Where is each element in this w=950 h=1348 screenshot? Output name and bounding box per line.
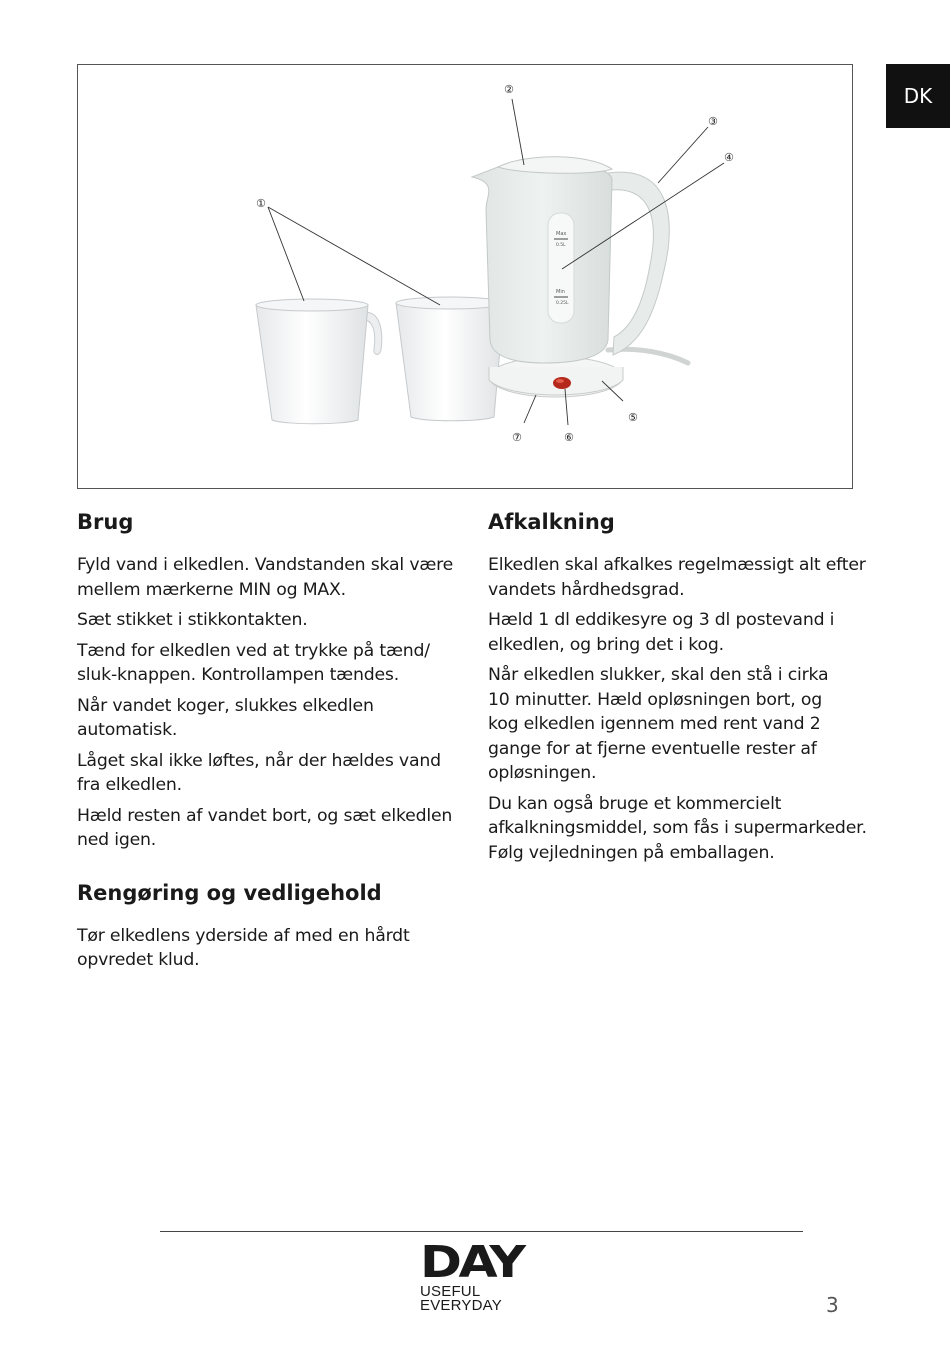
callout-4: ④ — [724, 151, 734, 164]
paragraph-line: opvredet klud. — [77, 950, 200, 970]
paragraph-line: Når elkedlen slukker, skal den stå i cirka — [488, 665, 829, 685]
paragraph — [77, 553, 457, 602]
paragraph-line: afkalkningsmiddel, som fås i supermarkeder. — [488, 818, 867, 838]
callout-6: ⑥ — [564, 431, 574, 444]
paragraph — [77, 924, 457, 973]
paragraph — [77, 694, 457, 743]
product-illustration — [77, 64, 853, 489]
logo-tagline-useful: USEFUL — [420, 1283, 481, 1300]
rengoring-paragraphs — [77, 924, 457, 973]
max-mark: Max — [556, 231, 567, 237]
paragraph-line: Følg vejledningen på emballagen. — [488, 842, 775, 863]
paragraph-line: kog elkedlen igennem med rent vand 2 — [488, 714, 821, 734]
cup-left — [256, 299, 382, 424]
left-column — [77, 506, 457, 973]
paragraph-line: Hæld 1 dl eddikesyre og 3 dl postevand i — [488, 610, 835, 630]
language-tab: DK — [886, 64, 950, 128]
paragraph-line: 10 minutter. Hæld opløsningen bort, og — [488, 689, 822, 710]
paragraph-line: ned igen. — [77, 830, 157, 850]
paragraph-line: Tør elkedlens yderside af med en hårdt — [77, 925, 410, 946]
kettle-and-cups-drawing — [78, 65, 854, 490]
paragraph-line: fra elkedlen. — [77, 775, 182, 795]
paragraph-line: opløsningen. — [488, 763, 597, 783]
min-mark: Min — [556, 289, 565, 295]
paragraph-line: Hæld resten af vandet bort, og sæt elkedlen — [77, 805, 453, 826]
paragraph — [77, 639, 457, 688]
heading-brug: Brug — [77, 510, 134, 534]
paragraph — [77, 608, 457, 633]
logo-tagline-everyday: EVERYDAY — [420, 1297, 502, 1314]
paragraph-line: Elkedlen skal afkalkes regelmæssigt alt efter — [488, 555, 866, 575]
brug-paragraphs — [77, 553, 457, 853]
callout-2: ② — [504, 83, 514, 96]
paragraph-line: Når vandet koger, slukkes elkedlen — [77, 695, 374, 716]
min-volume-mark: 0.25L — [556, 301, 569, 306]
paragraph-line: sluk-knappen. Kontrollampen tændes. — [77, 665, 400, 685]
callout-1: ① — [256, 197, 266, 210]
paragraph — [488, 792, 868, 866]
paragraph-line: gange for at fjerne eventuelle rester af — [488, 738, 817, 759]
paragraph-line: automatisk. — [77, 720, 178, 740]
callout-7: ⑦ — [512, 431, 522, 444]
paragraph-line: Låget skal ikke løftes, når der hældes vand — [77, 750, 441, 771]
paragraph — [488, 608, 868, 657]
logo-wordmark: DAY — [420, 1237, 523, 1288]
paragraph — [77, 804, 457, 853]
paragraph-line: Tænd for elkedlen ved at trykke på tænd/ — [77, 640, 430, 661]
heading-afkalkning: Afkalkning — [488, 510, 615, 534]
paragraph-line: Fyld vand i elkedlen. Vandstanden skal være — [77, 555, 454, 575]
paragraph — [488, 553, 868, 602]
footer-divider — [160, 1231, 803, 1232]
afkalkning-paragraphs — [488, 553, 868, 865]
paragraph-line: mellem mærkerne MIN og MAX. — [77, 579, 346, 600]
paragraph-line: vandets hårdhedsgrad. — [488, 579, 685, 600]
paragraph-line: elkedlen, og bring det i kog. — [488, 634, 724, 655]
kettle — [472, 157, 688, 397]
heading-rengoring: Rengøring og vedligehold — [77, 880, 382, 905]
callout-5: ⑤ — [628, 411, 638, 424]
paragraph — [77, 749, 457, 798]
day-logo — [420, 1237, 532, 1315]
paragraph-line: Du kan også bruge et kommercielt — [488, 793, 782, 814]
callout-3: ③ — [708, 115, 718, 128]
paragraph-line: Sæt stikket i stikkontakten. — [77, 610, 308, 630]
paragraph — [488, 663, 868, 786]
max-volume-mark: 0.5L — [556, 243, 566, 248]
page-number: 3 — [826, 1293, 839, 1317]
right-column — [488, 506, 868, 865]
